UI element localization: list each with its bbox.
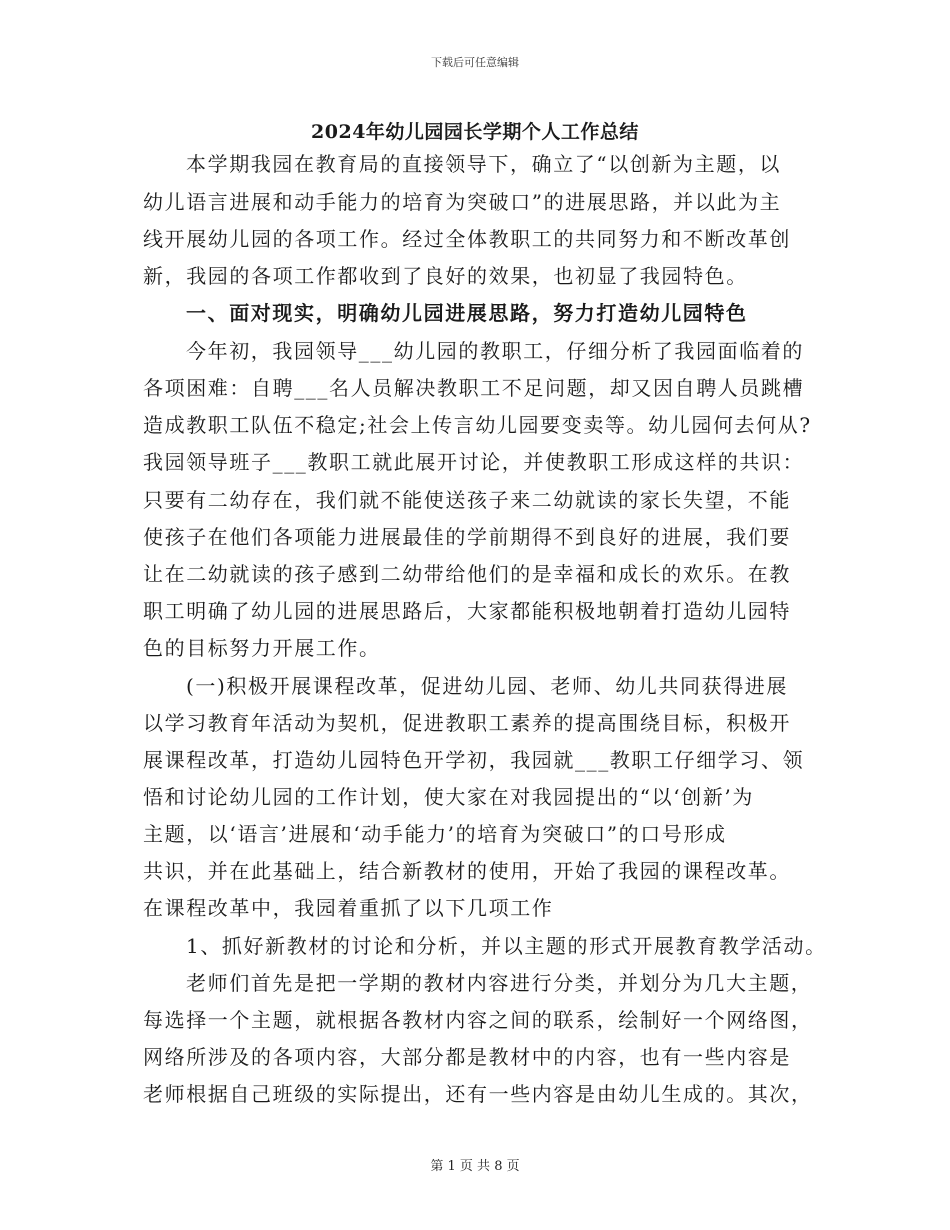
document-title: 2024年幼儿园园长学期个人工作总结 <box>311 121 639 143</box>
paragraph-line: 各项困难：自聘___名人员解决教职工不足问题，却又因自聘人员跳槽 <box>143 376 805 400</box>
paragraph-line: 老师们首先是把一学期的教材内容进行分类，并划分为几大主题， <box>186 971 813 995</box>
paragraph-line: 我园领导班子___教职工就此展开讨论，并使教职工形成这样的共识： <box>143 450 805 474</box>
section-heading: 一、面对现实，明确幼儿园进展思路，努力打造幼儿园特色 <box>186 301 748 325</box>
subsection-heading: (一)积极开展课程改革，促进幼儿园、老师、幼儿共同获得进展 <box>186 674 789 698</box>
paragraph-line: 职工明确了幼儿园的进展思路后，大家都能积极地朝着打造幼儿园特 <box>143 599 791 623</box>
paragraph-line: 主题，以‘语言’进展和‘动手能力’的培育为突破口”的口号形成 <box>143 822 727 846</box>
paragraph-line: 在课程改革中，我园着重抓了以下几项工作 <box>143 896 554 920</box>
page-footer: 第 1 页 共 8 页 <box>430 1159 520 1174</box>
paragraph-line: 悟和讨论幼儿园的工作计划，使大家在对我园提出的“以‘创新’为 <box>143 785 754 809</box>
paragraph-line: 使孩子在他们各项能力进展最佳的学前期得不到良好的进展，我们要 <box>143 525 791 549</box>
paragraph-line: 色的目标努力开展工作。 <box>143 636 381 660</box>
paragraph-line: 本学期我园在教育局的直接领导下，确立了“以创新为主题，以 <box>186 152 782 176</box>
paragraph-line: 线开展幼儿园的各项工作。经过全体教职工的共同努力和不断改革创 <box>143 227 791 251</box>
paragraph-line: 每选择一个主题，就根据各教材内容之间的联系，绘制好一个网络图， <box>143 1008 813 1032</box>
paragraph-line: 幼儿语言进展和动手能力的培育为突破口”的进展思路，并以此为主 <box>143 190 782 214</box>
paragraph-line: 新，我园的各项工作都收到了良好的效果，也初显了我园特色。 <box>143 264 748 288</box>
numbered-item: 1、抓好新教材的讨论和分析，并以主题的形式开展教育教学活动。 <box>186 934 827 958</box>
paragraph-line: 展课程改革，打造幼儿园特色开学初，我园就___教职工仔细学习、领 <box>143 748 805 772</box>
paragraph-line: 让在二幼就读的孩子感到二幼带给他们的是幸福和成长的欢乐。在教 <box>143 562 791 586</box>
paragraph-line: 以学习教育年活动为契机，促进教职工素养的提高围绕目标，积极开 <box>143 711 791 735</box>
paragraph-line: 共识，并在此基础上，结合新教材的使用，开始了我园的课程改革。 <box>143 859 791 883</box>
header-note: 下载后可任意编辑 <box>431 56 519 69</box>
paragraph-line: 造成教职工队伍不稳定;社会上传言幼儿园要变卖等。幼儿园何去何从? <box>143 413 812 437</box>
paragraph-line: 今年初，我园领导___幼儿园的教职工，仔细分析了我园面临着的 <box>186 339 804 363</box>
paragraph-line: 老师根据自己班级的实际提出，还有一些内容是由幼儿生成的。其次， <box>143 1082 813 1106</box>
paragraph-line: 网络所涉及的各项内容，大部分都是教材中的内容，也有一些内容是 <box>143 1045 791 1069</box>
paragraph-line: 只要有二幼存在，我们就不能使送孩子来二幼就读的家长失望，不能 <box>143 488 791 512</box>
